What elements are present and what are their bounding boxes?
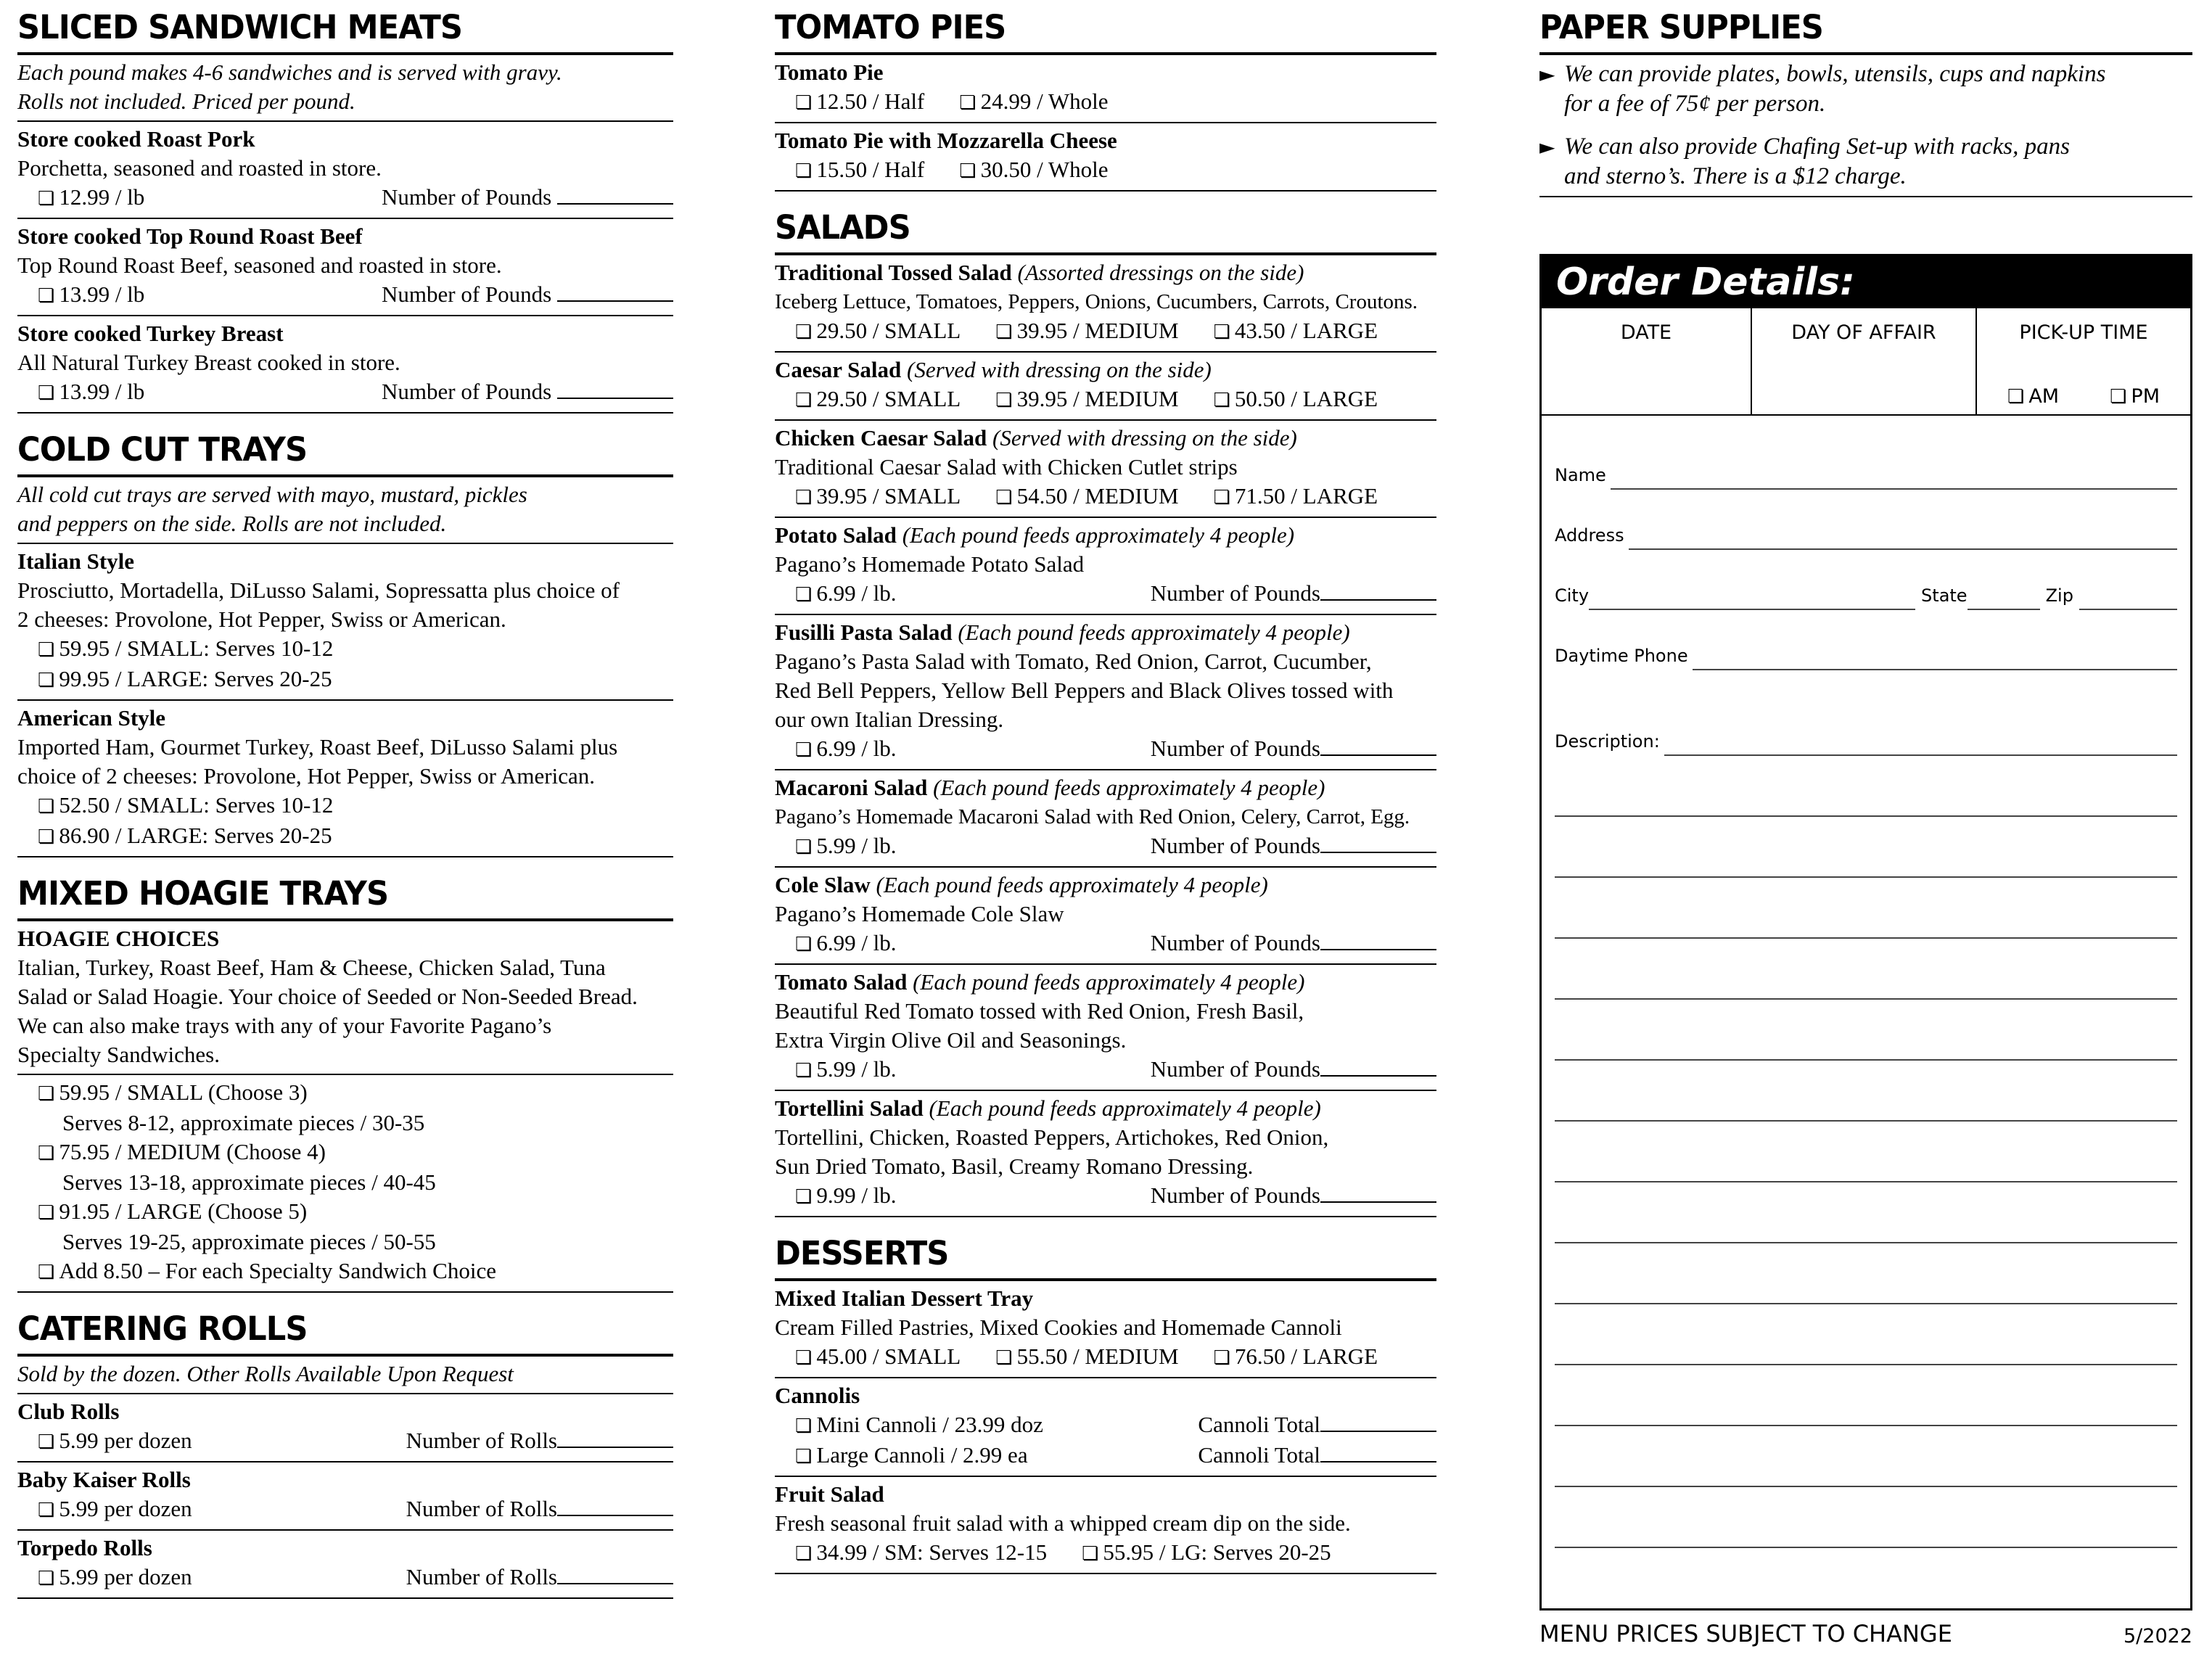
option-checkbox[interactable]: ❏ 15.50 / Half [795, 155, 924, 186]
item-desc: Salad or Salad Hoagie. Your choice of Seeded or Non-Seeded Bread. [17, 984, 638, 1009]
option-detail: Serves 13-18, approximate pieces / 40-45 [62, 1169, 436, 1195]
qty-field[interactable] [382, 377, 673, 408]
item-title: Store cooked Top Round Roast Beef [17, 223, 363, 249]
item-note: (Each pound feeds approximately 4 people) [876, 872, 1268, 897]
qty-field[interactable] [1151, 1181, 1436, 1211]
qty-field[interactable] [382, 280, 673, 310]
rolls-note [17, 1357, 673, 1393]
total-label: Cannoli Total [1198, 1442, 1320, 1468]
description-line[interactable] [1555, 1303, 2177, 1304]
menu-item-american-style [17, 701, 673, 856]
option-checkbox[interactable]: ❏ 59.95 / SMALL (Choose 3) [17, 1078, 673, 1108]
menu-item-torpedo [17, 1531, 673, 1597]
qty-field[interactable] [1151, 579, 1436, 609]
qty-field[interactable] [1151, 929, 1436, 959]
qty-field[interactable] [1151, 831, 1436, 862]
option-checkbox[interactable]: ❏ 34.99 / SM: Serves 12-15 [795, 1538, 1047, 1568]
menu-item-tomato-salad [775, 965, 1436, 1090]
state-input[interactable] [1968, 591, 2040, 610]
item-desc: Porchetta, seasoned and roasted in store. [17, 155, 382, 181]
description-line[interactable] [1555, 1242, 2177, 1243]
column-right [1539, 0, 2192, 1662]
item-desc: Prosciutto, Mortadella, DiLusso Salami, Sopressatta plus choice of [17, 577, 620, 603]
menu-item-fruit-salad [775, 1477, 1436, 1573]
description-line[interactable] [1555, 1547, 2177, 1548]
qty-field[interactable] [406, 1426, 673, 1457]
qty-label: Number of Rolls [406, 1564, 557, 1589]
price-checkbox[interactable]: ❏ 5.99 per dozen [38, 1426, 192, 1457]
item-title: Store cooked Turkey Breast [17, 321, 284, 346]
item-desc: 2 cheeses: Provolone, Hot Pepper, Swiss or American. [17, 606, 506, 632]
menu-item-macaroni-salad [775, 770, 1436, 866]
edition-date: 5/2022 [2123, 1625, 2192, 1647]
bullet-text: for a fee of 75¢ per person. [1564, 91, 1826, 117]
day-of-affair-field[interactable] [1752, 308, 1977, 414]
item-desc: Pagano’s Homemade Macaroni Salad with Red Onion, Celery, Carrot, Egg. [775, 805, 1410, 828]
option-checkbox[interactable]: ❏ 54.50 / MEDIUM [995, 482, 1178, 512]
am-checkbox[interactable]: ❏ AM [2007, 382, 2059, 411]
city-input[interactable] [1589, 591, 1915, 610]
date-field[interactable] [1542, 308, 1752, 414]
pm-checkbox[interactable]: ❏ PM [2110, 382, 2160, 411]
item-title: Traditional Tossed Salad [775, 260, 1012, 285]
total-field[interactable] [1198, 1441, 1436, 1471]
option-checkbox[interactable]: ❏ Mini Cannoli / 23.99 doz [795, 1410, 1043, 1441]
section-heading-sandwich-meats: SLICED SANDWICH MEATS [17, 8, 463, 46]
item-title: Cole Slaw [775, 872, 871, 897]
item-desc: Pagano’s Pasta Salad with Tomato, Red Onion, Carrot, Cucumber, [775, 649, 1372, 674]
description-label: Description: [1555, 731, 1660, 752]
item-desc: Red Bell Peppers, Yellow Bell Peppers and Black Olives tossed with [775, 678, 1394, 703]
menu-item-cannolis [775, 1378, 1436, 1476]
description-line[interactable] [1555, 1486, 2177, 1487]
section-heading-tomato-pies: TOMATO PIES [775, 8, 1006, 46]
city-state-zip [1555, 580, 2177, 610]
state-label: State [1921, 585, 1968, 606]
qty-label: Number of Pounds [1150, 930, 1320, 955]
section-heading-hoagie: MIXED HOAGIE TRAYS [17, 874, 389, 913]
item-title: Chicken Caesar Salad [775, 425, 987, 451]
qty-field[interactable] [1151, 1055, 1436, 1085]
qty-field[interactable] [406, 1563, 673, 1593]
option-checkbox[interactable]: ❏ Large Cannoli / 2.99 ea [795, 1441, 1028, 1471]
option-checkbox[interactable]: ❏ 39.95 / MEDIUM [995, 316, 1178, 347]
price-checkbox[interactable]: ❏ 5.99 per dozen [38, 1563, 192, 1593]
paper-bullet [1539, 59, 2192, 119]
description-input[interactable] [1664, 737, 2177, 756]
option-checkbox[interactable]: ❏ 29.50 / SMALL [795, 384, 961, 415]
menu-item-tossed-salad [775, 255, 1436, 351]
note-line: Sold by the dozen. Other Rolls Available Upon Request [17, 1361, 514, 1386]
item-title: Italian Style [17, 548, 135, 574]
description-line[interactable] [1555, 1120, 2177, 1122]
item-note: (Served with dressing on the side) [992, 425, 1297, 451]
menu-item-italian-style [17, 544, 673, 699]
description-line[interactable] [1555, 998, 2177, 1000]
name-label: Name [1555, 465, 1606, 485]
hoagie-options [17, 1075, 673, 1291]
option-checkbox[interactable]: ❏ 24.99 / Whole [959, 87, 1108, 118]
price-checkbox[interactable]: ❏ 12.99 / lb [38, 183, 144, 213]
order-grid [1542, 308, 2190, 416]
section-heading-cold-cut: COLD CUT TRAYS [17, 430, 308, 469]
option-checkbox[interactable]: ❏ 30.50 / Whole [959, 155, 1108, 186]
option-checkbox[interactable]: ❏ 29.50 / SMALL [795, 316, 961, 347]
item-title: Club Rolls [17, 1399, 120, 1424]
zip-input[interactable] [2079, 591, 2177, 610]
item-desc: Tortellini, Chicken, Roasted Peppers, Artichokes, Red Onion, [775, 1124, 1329, 1150]
price-notice: MENU PRICES SUBJECT TO CHANGE [1539, 1620, 1952, 1647]
option-checkbox[interactable]: ❏ Add 8.50 – For each Specialty Sandwich Choice [17, 1256, 673, 1287]
section-heading-rolls: CATERING ROLLS [17, 1309, 308, 1348]
date-label: DATE [1620, 321, 1672, 344]
item-desc: Cream Filled Pastries, Mixed Cookies and Homemade Cannoli [775, 1315, 1342, 1340]
option-checkbox[interactable]: ❏ 39.95 / MEDIUM [995, 384, 1178, 415]
option-checkbox[interactable]: ❏ 91.95 / LARGE (Choose 5) [17, 1197, 673, 1227]
qty-label: Number of Pounds [1150, 833, 1320, 858]
price-checkbox[interactable]: ❏ 13.99 / lb [38, 280, 144, 310]
order-details-title: Order Details: [1542, 256, 2190, 308]
option-detail: Serves 8-12, approximate pieces / 30-35 [62, 1110, 425, 1135]
description-line[interactable] [1555, 1425, 2177, 1426]
item-title: Tomato Salad [775, 969, 908, 995]
item-title: American Style [17, 705, 166, 731]
item-note: (Each pound feeds approximately 4 people) [933, 775, 1325, 800]
menu-item-potato-salad [775, 518, 1436, 614]
option-checkbox[interactable]: ❏ 55.95 / LG: Serves 20-25 [1082, 1538, 1331, 1568]
price-checkbox[interactable]: ❏ 5.99 per dozen [38, 1494, 192, 1525]
item-title: Fruit Salad [775, 1481, 884, 1507]
qty-label: Number of Pounds [382, 281, 552, 307]
description-line[interactable] [1555, 1059, 2177, 1061]
item-note: (Each pound feeds approximately 4 people) [958, 620, 1350, 645]
bullet-text: We can provide plates, bowls, utensils, cups and napkins [1564, 61, 2106, 87]
price-checkbox[interactable]: ❏ 5.99 / lb. [795, 831, 897, 862]
qty-label: Number of Pounds [1150, 736, 1320, 761]
item-desc: Pagano’s Homemade Cole Slaw [775, 901, 1064, 926]
item-desc: Iceberg Lettuce, Tomatoes, Peppers, Onions, Cucumbers, Carrots, Croutons. [775, 290, 1418, 313]
section-heading-desserts: DESSERTS [775, 1234, 949, 1272]
phone-label: Daytime Phone [1555, 646, 1688, 666]
item-desc: Imported Ham, Gourmet Turkey, Roast Beef, DiLusso Salami plus [17, 734, 618, 760]
item-desc: choice of 2 cheeses: Provolone, Hot Pepper, Swiss or American. [17, 763, 595, 789]
section-heading-salads: SALADS [775, 208, 910, 247]
option-checkbox[interactable]: ❏ 52.50 / SMALL: Serves 10-12 [17, 791, 673, 821]
column-left [17, 0, 673, 1662]
qty-label: Number of Rolls [406, 1428, 557, 1453]
description-line[interactable] [1555, 876, 2177, 878]
item-desc: Fresh seasonal fruit salad with a whipped cream dip on the side. [775, 1510, 1351, 1536]
qty-label: Number of Pounds [1150, 1182, 1320, 1208]
item-title: Potato Salad [775, 522, 897, 548]
option-checkbox[interactable]: ❏ 71.50 / LARGE [1214, 482, 1378, 512]
item-title: Tortellini Salad [775, 1095, 924, 1121]
price-checkbox[interactable]: ❏ 6.99 / lb. [795, 929, 897, 959]
item-desc: Specialty Sandwiches. [17, 1042, 220, 1067]
option-checkbox[interactable]: ❏ 50.50 / LARGE [1214, 384, 1378, 415]
item-title: Tomato Pie with Mozzarella Cheese [775, 128, 1117, 153]
item-title: Torpedo Rolls [17, 1535, 152, 1560]
note-line: Each pound makes 4-6 sandwiches and is served with gravy. [17, 59, 562, 85]
item-title: Fusilli Pasta Salad [775, 620, 953, 645]
item-desc: Traditional Caesar Salad with Chicken Cutlet strips [775, 454, 1238, 480]
pickup-time-field [1977, 308, 2190, 414]
address-label: Address [1555, 525, 1624, 546]
contact-form [1542, 459, 2190, 1548]
menu-item-chicken-caesar [775, 421, 1436, 517]
option-checkbox[interactable]: ❏ 76.50 / LARGE [1214, 1342, 1378, 1373]
section-heading-paper: PAPER SUPPLIES [1539, 8, 1823, 46]
item-note: (Each pound feeds approximately 4 people) [913, 969, 1305, 995]
item-desc: Italian, Turkey, Roast Beef, Ham & Cheese, Chicken Salad, Tuna [17, 955, 606, 980]
menu-item-cole-slaw [775, 868, 1436, 963]
menu-item-club-rolls [17, 1394, 673, 1461]
item-note: (Each pound feeds approximately 4 people) [929, 1095, 1321, 1121]
total-label: Cannoli Total [1198, 1412, 1320, 1437]
price-checkbox[interactable]: ❏ 5.99 / lb. [795, 1055, 897, 1085]
description-field[interactable] [1555, 725, 2177, 756]
note-line: All cold cut trays are served with mayo, mustard, pickles [17, 482, 527, 507]
option-checkbox[interactable]: ❏ 55.50 / MEDIUM [995, 1342, 1178, 1373]
qty-field[interactable] [406, 1494, 673, 1525]
total-field[interactable] [1198, 1410, 1436, 1441]
option-checkbox[interactable]: ❏ 59.95 / SMALL: Serves 10-12 [17, 634, 673, 665]
qty-field[interactable] [1151, 734, 1436, 765]
cold-cut-note [17, 477, 673, 543]
phone-input[interactable] [1693, 651, 2177, 670]
qty-label: Number of Pounds [1150, 1056, 1320, 1082]
option-checkbox[interactable]: ❏ 99.95 / LARGE: Serves 20-25 [17, 665, 673, 695]
price-checkbox[interactable]: ❏ 9.99 / lb. [795, 1181, 897, 1211]
qty-field[interactable] [382, 183, 673, 213]
description-line[interactable] [1555, 815, 2177, 817]
address-input[interactable] [1629, 531, 2177, 550]
menu-item-roast-pork [17, 122, 673, 218]
description-line[interactable] [1555, 1364, 2177, 1365]
item-desc: Pagano’s Homemade Potato Salad [775, 551, 1085, 577]
phone-field[interactable] [1555, 640, 2177, 670]
footer [1539, 1619, 2192, 1651]
item-desc: Sun Dried Tomato, Basil, Creamy Romano Dressing. [775, 1153, 1254, 1179]
option-checkbox[interactable]: ❏ 39.95 / SMALL [795, 482, 961, 512]
note-line: and peppers on the side. Rolls are not included. [17, 511, 447, 536]
note-line: Rolls not included. Priced per pound. [17, 89, 355, 114]
qty-label: Number of Rolls [406, 1496, 557, 1521]
arrow-icon: ► [1539, 62, 1555, 86]
item-desc: Top Round Roast Beef, seasoned and roasted in store. [17, 252, 502, 278]
paper-bullet [1539, 132, 2192, 192]
zip-label: Zip [2045, 585, 2073, 606]
item-note: (Each pound feeds approximately 4 people) [902, 522, 1295, 548]
price-checkbox[interactable]: ❏ 6.99 / lb. [795, 579, 897, 609]
order-details-form [1539, 254, 2192, 1610]
item-title: Tomato Pie [775, 59, 884, 85]
bullet-text: We can also provide Chafing Set-up with racks, pans [1564, 133, 2070, 160]
item-title: Macaroni Salad [775, 775, 928, 800]
name-field[interactable] [1555, 459, 2177, 490]
menu-item-fusilli-salad [775, 615, 1436, 769]
item-title: Caesar Salad [775, 357, 902, 382]
city-label: City [1555, 585, 1590, 606]
day-label: DAY OF AFFAIR [1791, 321, 1936, 344]
column-middle [775, 0, 1436, 1662]
option-checkbox[interactable]: ❏ 45.00 / SMALL [795, 1342, 961, 1373]
price-checkbox[interactable]: ❏ 6.99 / lb. [795, 734, 897, 765]
pickup-label: PICK-UP TIME [2019, 321, 2148, 344]
item-title: Cannolis [775, 1383, 860, 1408]
item-title: Mixed Italian Dessert Tray [775, 1285, 1034, 1311]
item-desc: Beautiful Red Tomato tossed with Red Onion, Fresh Basil, [775, 998, 1304, 1024]
menu-item-turkey-breast [17, 316, 673, 412]
menu-item-tortellini-salad [775, 1091, 1436, 1216]
option-checkbox[interactable]: ❏ 86.90 / LARGE: Serves 20-25 [17, 821, 673, 852]
address-field[interactable] [1555, 519, 2177, 550]
option-checkbox[interactable]: ❏ 75.95 / MEDIUM (Choose 4) [17, 1138, 673, 1168]
price-checkbox[interactable]: ❏ 13.99 / lb [38, 377, 144, 408]
item-title: Baby Kaiser Rolls [17, 1467, 191, 1492]
menu-item-baby-kaiser [17, 1463, 673, 1529]
item-desc: our own Italian Dressing. [775, 707, 1004, 732]
item-desc: Extra Virgin Olive Oil and Seasonings. [775, 1027, 1127, 1053]
item-desc: We can also make trays with any of your Favorite Pagano’s [17, 1013, 552, 1038]
bullet-text: and sterno’s. There is a $12 charge. [1564, 163, 1907, 189]
qty-label: Number of Pounds [382, 184, 552, 210]
option-checkbox[interactable]: ❏ 12.50 / Half [795, 87, 924, 118]
qty-label: Number of Pounds [382, 379, 552, 404]
sandwich-meats-note [17, 55, 673, 120]
option-checkbox[interactable]: ❏ 43.50 / LARGE [1214, 316, 1378, 347]
menu-item-tomato-pie [775, 55, 1436, 122]
menu-item-dessert-tray [775, 1281, 1436, 1377]
item-title: Store cooked Roast Pork [17, 126, 255, 152]
menu-item-caesar-salad [775, 353, 1436, 419]
description-line[interactable] [1555, 1181, 2177, 1182]
name-input[interactable] [1611, 471, 2177, 490]
item-desc: All Natural Turkey Breast cooked in store. [17, 350, 400, 375]
item-note: (Served with dressing on the side) [907, 357, 1212, 382]
option-detail: Serves 19-25, approximate pieces / 50-55 [62, 1229, 436, 1254]
hoagie-choices [17, 921, 673, 1074]
menu-item-roast-beef [17, 219, 673, 315]
description-line[interactable] [1555, 937, 2177, 939]
menu-item-tomato-pie-mozz [775, 123, 1436, 190]
qty-label: Number of Pounds [1150, 580, 1320, 606]
arrow-icon: ► [1539, 135, 1555, 159]
item-title: HOAGIE CHOICES [17, 926, 220, 951]
item-note: (Assorted dressings on the side) [1017, 260, 1304, 285]
